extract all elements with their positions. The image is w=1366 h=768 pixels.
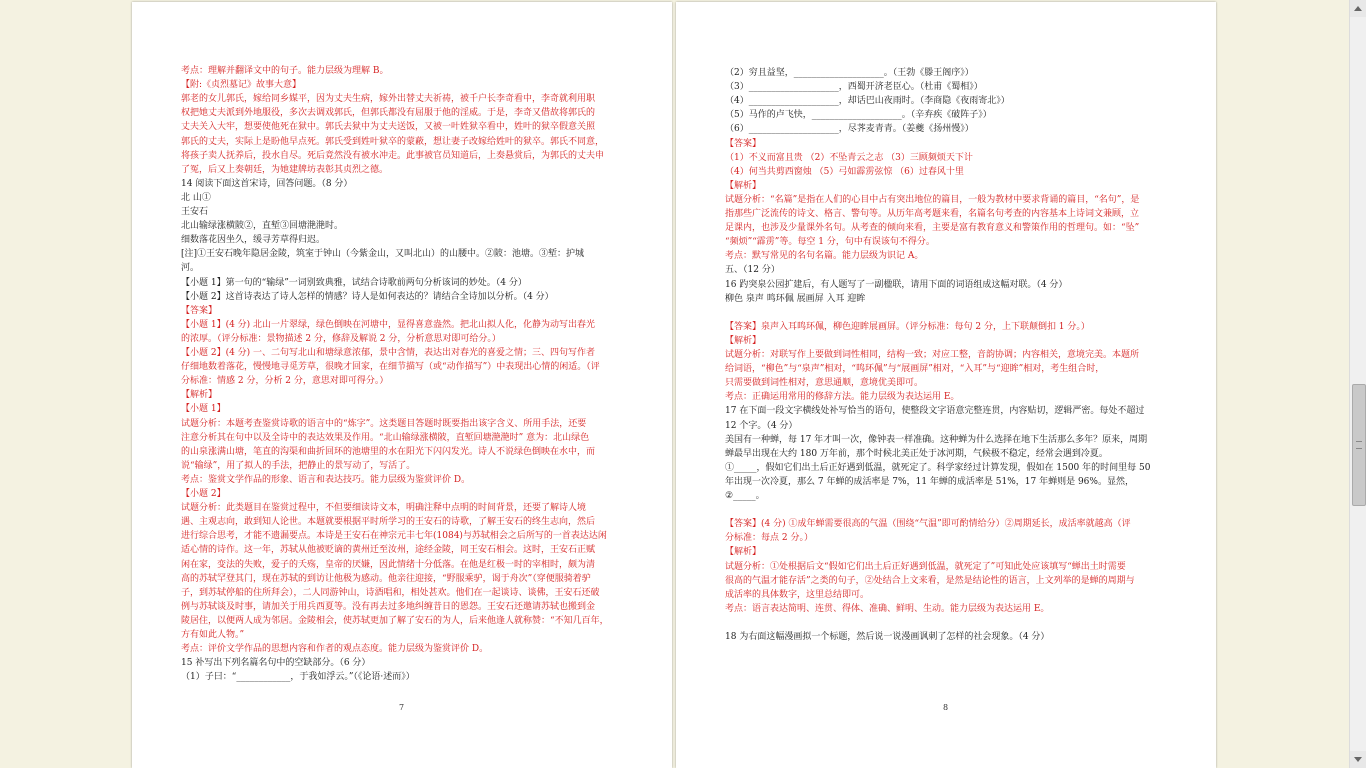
document-page-left bbox=[132, 2, 672, 768]
question-text-line: 北山输绿涨横陂②，直堑③回塘滟滟时。 bbox=[181, 221, 344, 232]
answer-text-line: （4）何当共剪西窗烛 （5）弓如霹雳弦惊 （6）过春风十里 bbox=[725, 166, 964, 177]
grip-icon bbox=[1356, 441, 1362, 449]
document-page-right bbox=[676, 2, 1216, 768]
question-text-line: 18 为右面这幅漫画拟一个标题，然后说一说漫画讽刺了怎样的社会现象。（4 分） bbox=[725, 632, 1050, 642]
question-text-line: （1）子曰：“____________，于我如浮云。”（《论语·述而》） bbox=[181, 672, 415, 683]
question-text-line: 16 趵突泉公园扩建后，有人题写了一副楹联，请用下面的词语组成这幅对联。（4 分） bbox=[725, 279, 1068, 290]
answer-text-line: 适心情的诗作。这一年，苏轼从他被贬谪的黄州迁至汝州，途经金陵，同王安石相会。这时，王安石正赋 bbox=[181, 545, 596, 556]
question-text-line: 17 在下面一段文字横线处补写恰当的语句，使整段文字语意完整连贯，内容贴切，逻辑严密。每处不超过 bbox=[725, 406, 1145, 417]
question-text-line: ①_____，假如它们出土后正好遇到低温，就死定了。科学家经过计算发现，假如在 1500 年的时间里每 50 bbox=[725, 462, 1151, 473]
answer-text-line: 试题分析：“名篇”是指在人们的心目中占有突出地位的篇目，一般为教材中要求背诵的篇目，“名句”，是 bbox=[725, 194, 1140, 205]
question-text-line: 年出现一次冷夏，那么 7 年蝉的成活率是 7%，11 年蝉的成活率是 51%，17 年蝉则是 96%。显然， bbox=[725, 476, 1134, 487]
answer-text-line: 试题分析：①处根据后文“假如它们出土后正好遇到低温，就死定了”可知此处应该填写“蝉出土时需要 bbox=[725, 561, 1126, 572]
scroll-down-arrow-icon[interactable] bbox=[1350, 751, 1366, 768]
question-text-line: 【小题 1】第一句的“输绿”一词别致典雅，试结合诗歌前两句分析该词的妙处。（4 分） bbox=[181, 277, 527, 288]
answer-text-line: 【答案】 bbox=[181, 305, 218, 316]
page-number: 7 bbox=[399, 703, 405, 712]
answer-text-line: 考点：语言表达简明、连贯、得体、准确、鲜明、生动。能力层级为表达运用 E。 bbox=[725, 603, 1050, 614]
answer-text-line: 【附:《贞烈墓记》故事大意】 bbox=[181, 80, 302, 91]
answer-text-line: 的山泉涨满山塘，笔直的沟渠和曲折回环的池塘里的水在阳光下闪闪发光。诗人不说绿色倒映在水中，而 bbox=[181, 446, 596, 457]
question-text-line: 15 补写出下列名篇名句中的空缺部分。（6 分） bbox=[181, 658, 371, 669]
answer-text-line: 【小题 1】(4 分) 北山一片翠绿，绿色倒映在河塘中，显得喜意盎然。把北山拟人化，化静为动写出春光 bbox=[181, 319, 596, 330]
answer-text-line: 考点：理解并翻译文中的句子。能力层级为理解 B。 bbox=[181, 66, 389, 76]
answer-text-line: 注意分析其在句中以及全诗中的表达效果及作用。“北山输绿涨横陂，直堑回塘滟滟时” 意为：北山绿色 bbox=[181, 432, 590, 443]
answer-text-line: 试题分析：本题考查鉴赏诗歌的语言中的“炼字”。这类题目答题时既要指出该字含义、所用手法，还要 bbox=[181, 418, 587, 429]
answer-text-line: 考点：评价文学作品的思想内容和作者的观点态度。能力层级为鉴赏评价 D。 bbox=[181, 644, 489, 655]
answer-text-line: 遇、主观志向，敢到知人论世。本题就要根据平时所学习的王安石的诗歌，了解王安石的终生志向，然后 bbox=[181, 517, 596, 528]
answer-text-line: 闲在家，变法的失败，爱子的夭殇，皇帝的厌嫌，因此情绪十分低落。在他是红极一时的宰相时，颇为清 bbox=[181, 559, 596, 570]
question-text-line: （4）____________________，却话巴山夜雨时。（李商隐《夜雨寄北》） bbox=[725, 96, 1010, 107]
answer-text-line: 足课内，也涉及少量课外名句。从考查的倾向来看，主要是富有教育意义和警策作用的哲理句。如：“坠” bbox=[725, 223, 1140, 234]
answer-text-line: 很高的气温才能存活”之类的句子，②处结合上文来看，是然是结论性的语言，上文列举的是蝉的周期与 bbox=[725, 575, 1135, 586]
answer-text-line: “频烦”“霹雳”等。每空 1 分，句中有误该句不得分。 bbox=[725, 237, 935, 248]
question-text-line: [注]①王安石晚年隐居金陵，筑室于钟山（今紫金山，又叫北山）的山腰中。②陂：池塘。③堑：护城 bbox=[181, 249, 585, 260]
question-text-line: 北 山① bbox=[181, 192, 211, 203]
answer-text-line: 【小题 2】(4 分) 一、二句写北山和塘绿意浓郁，景中含情，表达出对春光的喜爱之情；三、四句写作者 bbox=[181, 348, 596, 358]
scroll-up-arrow-icon[interactable] bbox=[1350, 0, 1366, 17]
question-text-line: （2）穷且益坚，____________________。（王勃《滕王阁序》） bbox=[725, 68, 974, 78]
question-text-line: （3）____________________，西蜀开济老臣心。（杜甫《蜀相》） bbox=[725, 82, 983, 93]
question-text-line: 河。 bbox=[181, 263, 200, 274]
answer-text-line: 【小题 2】 bbox=[181, 489, 226, 499]
answer-text-line: 【答案】(4 分) ①成年蝉需要很高的气温（围绕“气温”即可酌情给分）②周期延长，成活率就越高（评 bbox=[725, 519, 1131, 530]
answer-text-line: 考点：默写常见的名句名篇。能力层级为识记 A。 bbox=[725, 251, 924, 262]
question-text-line: 细数落花因坐久，缓寻芳草得归迟。 bbox=[181, 235, 326, 246]
answer-text-line: 分标准：情感 2 分，分析 2 分，意思对即可得分。） bbox=[181, 376, 389, 387]
question-text-line: （5）马作的卢飞快，____________________。（辛弃疾《破阵子》） bbox=[725, 110, 992, 121]
answer-text-line: 说“输绿”，用了拟人的手法，把静止的景写动了，写活了。 bbox=[181, 460, 416, 471]
answer-text-line: 将孩子卖人抚养后，投水自尽。死后竟然没有被水冲走。此事被官员知道后，上奏悬赏后，为郭氏的丈夫申 bbox=[181, 150, 605, 161]
question-text-line: 12 个字。（4 分） bbox=[725, 420, 798, 431]
answer-text-line: 郭老的女儿郭氏，嫁给同乡媒平，因为丈夫生病，嫁外出替丈夫祈祷，被千户长李奇看中，李奇就利用职 bbox=[181, 94, 596, 105]
answer-text-line: 郭氏的丈夫，实际上是盼他早点死。郭氏受到姓叶狱卒的蒙蔽，想让妻子改嫁给姓叶的狱卒。郭氏不同意， bbox=[181, 136, 605, 147]
question-text-line: ②_____。 bbox=[725, 491, 765, 501]
question-text-line: （6）____________________，尽荠麦青青。（姜夔《扬州慢》） bbox=[725, 124, 974, 135]
answer-text-line: 【答案】 bbox=[725, 138, 762, 149]
question-text-line: 柳色 泉声 鸣环佩 展画屏 入耳 迎眸 bbox=[725, 293, 866, 304]
answer-text-line: 方有如此人物。” bbox=[181, 630, 245, 640]
answer-text-line: 例与苏轼谈及时事，请加关于用兵西夏等。没有再去过多地纠缠昔日的恩怨。王安石还邀请苏轼也搬到金 bbox=[181, 601, 596, 612]
answer-text-line: 试题分析：此类题目在鉴赏过程中，不但要细读诗文本，明确注释中点明的时间背景，还要了解诗人境 bbox=[181, 503, 587, 514]
question-text-line: 五、（12 分） bbox=[725, 265, 780, 276]
answer-text-line: 【解析】 bbox=[725, 180, 762, 191]
answer-text-line: 分标准：每点 2 分。） bbox=[725, 533, 813, 544]
answer-text-line: 【解析】 bbox=[181, 390, 218, 401]
answer-text-line: （1）不义而富且贵 （2）不坠青云之志 （3）三顾频烦天下计 bbox=[725, 152, 973, 163]
answer-text-line: 陵居住，以便两人成为邻居。金陵相会，使苏轼更加了解了安石的为人，后来他逢人就称赞：“不知几百年， bbox=[181, 615, 609, 626]
question-text-line: 蝉最早出现在大约 180 万年前，那个时候北美正处于冰河期，气候极不稳定，经常会遇到冷夏。 bbox=[725, 448, 1108, 459]
vertical-scrollbar[interactable] bbox=[1349, 0, 1366, 768]
answer-text-line: 了冤，后又上奏朝廷，为她建牌坊表彰其贞烈之德。 bbox=[181, 164, 389, 175]
answer-text-line: 子，到苏轼停船的住所拜会），二人同游钟山，诗酒唱和，相处甚欢。他们在一起谈诗、谈佛，王安石还破 bbox=[181, 587, 600, 598]
answer-text-line: 考点：正确运用常用的修辞方法。能力层级为表达运用 E。 bbox=[725, 392, 960, 403]
answer-text-line: 仔细地数着落花，慢慢地寻觅芳草，很晚才回家，在细节描写（或“动作描写”）中表现出心情的闲适。（评 bbox=[181, 362, 600, 373]
page-number: 8 bbox=[943, 703, 949, 712]
answer-text-line: 指那些广泛流传的诗文、格言、警句等。从历年高考题来看，名篇名句考查的内容基本上诗词文兼顾，立 bbox=[725, 209, 1140, 219]
question-text-line: 王安石 bbox=[181, 207, 209, 217]
answer-text-line: 只需要做到词性相对，意思通顺，意境优美即可。 bbox=[725, 378, 924, 389]
answer-text-line: 的浓厚。（评分标准：景物描述 2 分，修辞及解说 2 分，分析意思对即可给分。） bbox=[181, 333, 501, 344]
question-text-line: 14 阅读下面这首宋诗，回答问题。（8 分） bbox=[181, 178, 353, 189]
question-text-line: 美国有一种蝉，每 17 年才叫一次，像钟表一样准确。这种蝉为什么选择在地下生活那么多年？原来，周期 bbox=[725, 434, 1148, 445]
answer-text-line: 给词语，“柳色”与“泉声”相对，“鸣环佩”与“展画屏”相对，“入耳”与“迎眸”相对，考生组合时， bbox=[725, 364, 1105, 375]
answer-text-line: 【解析】 bbox=[725, 547, 762, 558]
answer-text-line: 丈夫关入大牢，想要使他死在狱中。郭氏去狱中为丈夫送饭，又被一叶姓狱卒看中，姓叶的狱卒假意关照 bbox=[181, 122, 596, 133]
question-text-line: 【小题 2】这首诗表达了诗人怎样的情感？诗人是如何表达的？请结合全诗加以分析。（4 分） bbox=[181, 291, 554, 302]
answer-text-line: 成活率的具体数字，这里总结即可。 bbox=[725, 589, 870, 600]
scroll-thumb[interactable] bbox=[1352, 384, 1366, 506]
answer-text-line: 权把她丈夫派到外地服役，多次去调戏郭氏，但郭氏都没有屈服于他的淫威。于是，李奇又借故将郭氏的 bbox=[181, 108, 596, 119]
answer-text-line: 【解析】 bbox=[725, 335, 762, 346]
answer-text-line: 考点：鉴赏文学作品的形象、语言和表达技巧。能力层级为鉴赏评价 D。 bbox=[181, 474, 471, 485]
answer-text-line: 进行综合思考，才能不遗漏要点。本诗是王安石在神宗元丰七年(1084)与苏轼相会之后所写的一首表达达闲 bbox=[181, 531, 607, 542]
answer-text-line: 试题分析：对联写作上要做到词性相同，结构一致；对应工整，音韵协调；内容相关，意境完美。本题所 bbox=[725, 350, 1140, 360]
answer-text-line: 【小题 1】 bbox=[181, 404, 226, 415]
answer-text-line: 高的苏轼罕登其门，现在苏轼的到访让他极为感动。他亲往迎接，“野服乘驴，谒于舟次”（穿便服骑着驴 bbox=[181, 573, 591, 584]
answer-text-line: 【答案】泉声入耳鸣环佩，柳色迎眸展画屏。（评分标准：每句 2 分，上下联颠倒扣 1 分。） bbox=[725, 321, 1090, 332]
